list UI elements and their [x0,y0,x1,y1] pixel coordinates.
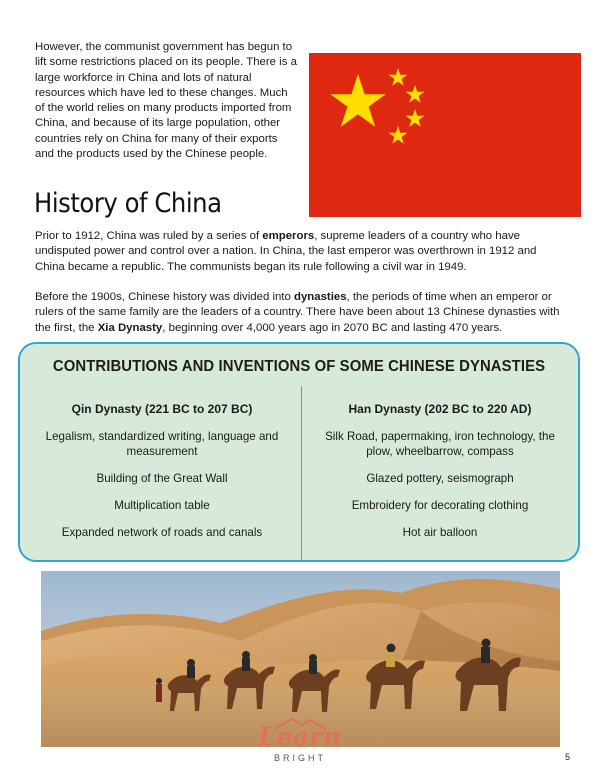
term-emperors: emperors [262,230,315,242]
qin-dynasty-column [37,402,287,553]
box-title: CONTRIBUTIONS AND INVENTIONS OF SOME CHINESE DYNASTIES [52,358,546,375]
han-dynasty-column [315,402,565,553]
list-item: Expanded network of roads and canals [61,526,263,539]
contributions-box [18,342,580,562]
paragraph-dynasties: Before the 1900s, Chinese history was divided into dynasties, the periods of time when an emperor or rulers of the same family are the leaders of a country. There have been about 13 Chinese dynasties with the first, the Xia Dynasty, beginning over 4,000 years ago in 2070 BC and lasting 470 years. [35,291,560,334]
logo-subtitle: BRIGHT [273,753,326,763]
list-item: Legalism, standardized writing, language and measurement [45,430,279,458]
learn-bright-logo [250,716,350,768]
list-item: Multiplication table [114,499,210,512]
qin-dynasty-heading: Qin Dynasty (221 BC to 207 BC) [71,402,253,416]
list-item: Building of the Great Wall [96,472,228,485]
list-item: Hot air balloon [402,526,478,539]
section-heading: History of China [34,188,222,219]
china-flag-image [309,53,581,217]
list-item: Embroidery for decorating clothing [351,499,529,512]
term-xia-dynasty: Xia Dynasty [97,321,163,334]
paragraph-emperors: Prior to 1912, China was ruled by a series of emperors, supreme leaders of a country who have undisputed power and control over a nation. In China, the last emperor was overthrown in 1912 and China became a republic. The communists began its rule following a civil war in 1949. [35,230,537,273]
han-dynasty-heading: Han Dynasty (202 BC to 220 AD) [348,402,532,416]
page-number: 5 [565,752,571,762]
logo-wordmark: Learn [258,722,342,751]
list-item: Silk Road, papermaking, iron technology, the plow, wheelbarrow, compass [325,430,555,458]
column-divider [301,386,302,561]
intro-paragraph: However, the communist government has begun to lift some restrictions placed on its people. There is a large workforce in China and lots of natural resources which have led to these changes. Much of the world relies on many products imported from China, and because of its large population, other countries rely on China for many of their exports and the products used by the Chinese people. [35,41,297,161]
list-item: Glazed pottery, seismograph [366,472,514,485]
term-dynasties: dynasties [293,291,347,303]
